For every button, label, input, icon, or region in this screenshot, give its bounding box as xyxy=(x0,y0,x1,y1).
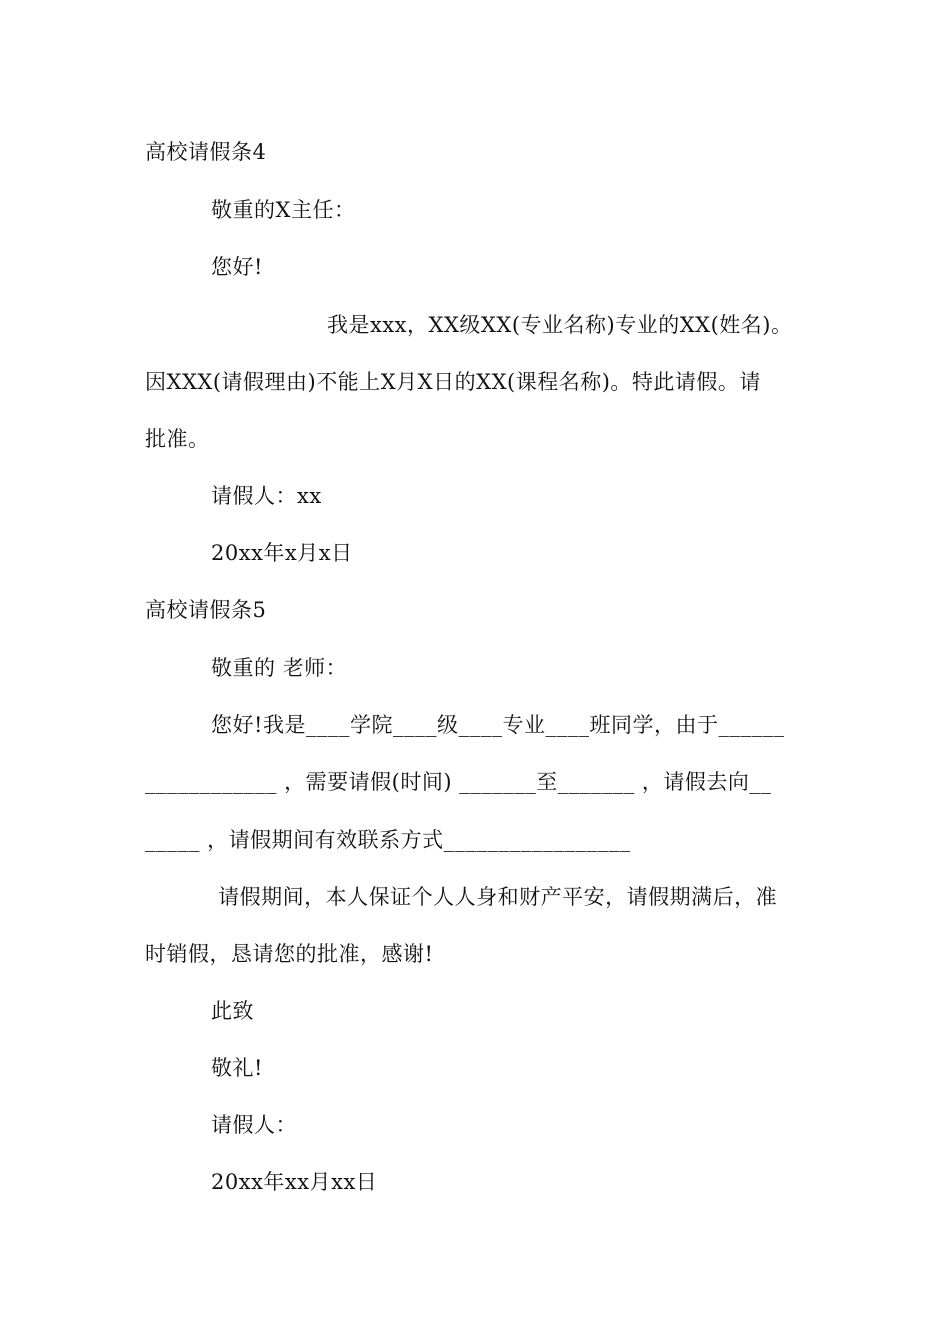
doc5-promise-line-1: 请假期间，本人保证个人人身和财产平安，请假期满后，准 xyxy=(211,885,778,909)
doc4-body-line-2: 因XXX(请假理由)不能上X月X日的XX(课程名称)。特此请假。请 xyxy=(145,370,761,394)
doc5-title: 高校请假条5 xyxy=(145,598,267,622)
doc5-closing-1: 此致 xyxy=(211,999,254,1023)
doc5-promise-line-2: 时销假，恳请您的批准，感谢! xyxy=(145,942,434,966)
doc4-salutation: 敬重的X主任： xyxy=(211,198,356,222)
doc4-body-line-3: 批准。 xyxy=(145,427,210,451)
doc5-body-line-1: 您好!我是____学院____级____专业____班同学，由于______ xyxy=(211,713,785,737)
doc4-date: 20xx年x月x日 xyxy=(211,541,353,565)
doc4-body-line-1: 我是xxx，XX级XX(专业名称)专业的XX(姓名)。 xyxy=(327,313,793,337)
doc4-greeting: 您好! xyxy=(211,255,263,279)
doc5-closing-2: 敬礼! xyxy=(211,1056,263,1080)
doc5-body-line-2: ____________ ，需要请假(时间) _______至_______ ，请假去向__ xyxy=(145,770,772,794)
doc5-date: 20xx年xx月xx日 xyxy=(211,1170,378,1194)
doc5-applicant: 请假人： xyxy=(211,1113,297,1137)
doc5-body-line-3: _____ ，请假期间有效联系方式_________________ xyxy=(145,828,631,852)
doc4-applicant: 请假人：xx xyxy=(211,484,322,508)
doc4-title: 高校请假条4 xyxy=(145,140,267,164)
doc5-salutation: 敬重的 老师： xyxy=(211,656,348,680)
